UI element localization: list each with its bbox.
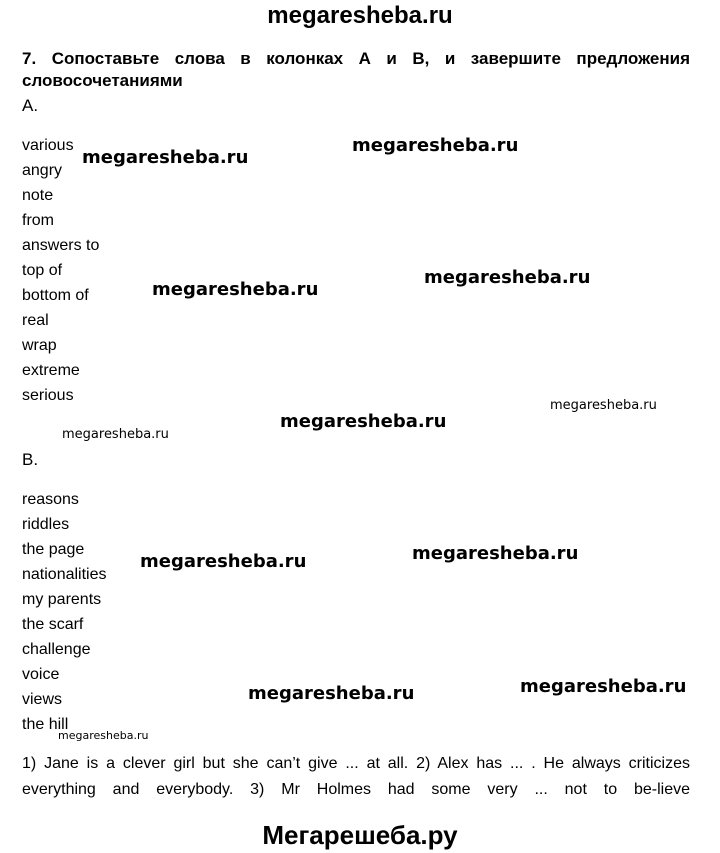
column-a-word-list	[22, 133, 99, 408]
list-item: the hill	[22, 716, 69, 733]
list-item: various	[22, 137, 74, 154]
list-item: the page	[22, 541, 85, 558]
watermark: megaresheba.ru	[520, 676, 687, 697]
exercise-sentences: 1) Jane is a clever girl but she can’t give ... at all. 2) Alex has ... . He always criticizes everything and everybody. 3) Mr Holmes had some very ... not to be-lieve	[22, 755, 690, 798]
list-item: wrap	[22, 337, 57, 354]
site-footer-title: Мегарешеба.ру	[262, 820, 458, 850]
task-instruction: Сопоставьте слова в колонках А и В, и завершите предложения словосочетаниями	[22, 49, 690, 90]
watermark: megaresheba.ru	[352, 135, 519, 156]
list-item: answers to	[22, 237, 100, 254]
watermark: megaresheba.ru	[280, 411, 447, 432]
list-item: reasons	[22, 491, 79, 508]
list-item: top of	[22, 262, 63, 279]
column-b-word-list	[22, 487, 107, 737]
watermark: megaresheba.ru	[412, 543, 579, 564]
list-item: serious	[22, 387, 74, 404]
task-title	[22, 48, 690, 92]
list-item: my parents	[22, 591, 102, 608]
column-a-label: A.	[22, 96, 39, 115]
watermark: megaresheba.ru	[82, 147, 249, 168]
watermark: megaresheba.ru	[140, 551, 307, 572]
list-item: voice	[22, 666, 60, 683]
site-header-title: megaresheba.ru	[267, 2, 453, 29]
watermark: megaresheba.ru	[62, 427, 169, 442]
watermark: megaresheba.ru	[248, 683, 415, 704]
watermark: megaresheba.ru	[550, 398, 657, 413]
task-number: 7.	[22, 49, 37, 68]
list-item: bottom of	[22, 287, 89, 304]
list-item: angry	[22, 162, 63, 179]
watermark: megaresheba.ru	[424, 267, 591, 288]
list-item: nationalities	[22, 566, 107, 583]
list-item: note	[22, 187, 54, 204]
watermark: megaresheba.ru	[58, 729, 149, 742]
list-item: the scarf	[22, 616, 84, 633]
list-item: challenge	[22, 641, 91, 658]
watermark: megaresheba.ru	[152, 279, 319, 300]
list-item: extreme	[22, 362, 80, 379]
list-item: views	[22, 691, 63, 708]
list-item: from	[22, 212, 54, 229]
list-item: real	[22, 312, 49, 329]
list-item: riddles	[22, 516, 70, 533]
column-b-label: B.	[22, 450, 39, 469]
